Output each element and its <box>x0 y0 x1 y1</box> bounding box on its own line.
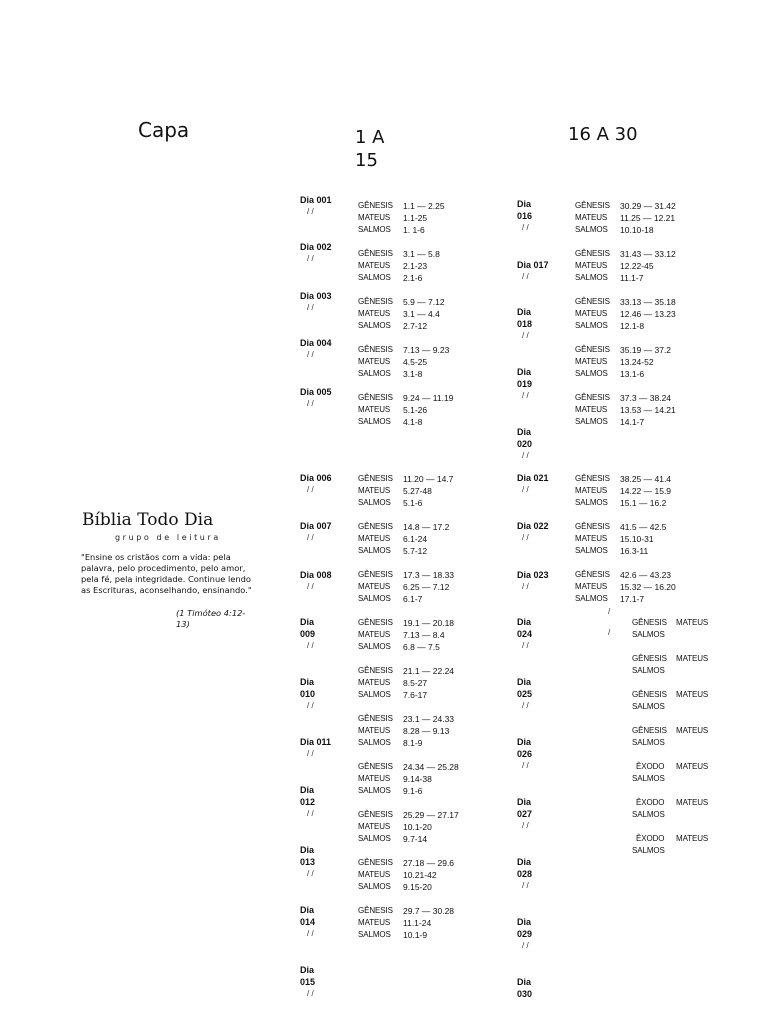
chapter-range: 12.46 — 13.23 <box>620 309 676 319</box>
date-slash: / / <box>307 701 314 710</box>
book-name: SALMOS <box>358 321 391 330</box>
day-label: Dia 014 <box>300 905 316 927</box>
chapter-range: 5.1-26 <box>403 405 428 415</box>
chapter-range: 16.3-11 <box>620 546 649 556</box>
book-name: GÊNESIS <box>575 393 610 402</box>
book-name: MATEUS <box>358 213 391 222</box>
book-name: SALMOS <box>632 774 665 783</box>
book-name: SALMOS <box>575 321 608 330</box>
book-name: ÊXODO <box>636 834 665 843</box>
chapter-range: 3.1-8 <box>403 369 423 379</box>
book-name: GÊNESIS <box>358 906 393 915</box>
chapter-range: 5.1-6 <box>403 498 423 508</box>
chapter-range: 41.5 — 42.5 <box>620 522 667 532</box>
date-slash: / / <box>522 881 529 890</box>
date-slash: / / <box>522 451 529 460</box>
day-label: Dia 002 <box>300 242 332 252</box>
book-name: GÊNESIS <box>358 297 393 306</box>
chapter-range: 9.7-14 <box>403 834 428 844</box>
date-slash: / / <box>522 223 529 232</box>
date-slash: / / <box>522 533 529 542</box>
chapter-range: 23.1 — 24.33 <box>403 714 455 724</box>
date-slash: / / <box>307 809 314 818</box>
chapter-range: 11.25 — 12.21 <box>620 213 676 223</box>
book-name: GÊNESIS <box>358 474 393 483</box>
chapter-range: 12.1-8 <box>620 321 645 331</box>
date-slash: / / <box>522 391 529 400</box>
chapter-range: 35.19 — 37.2 <box>620 345 672 355</box>
date-slash: / / <box>307 350 314 359</box>
chapter-range: 15.1 — 16.2 <box>620 498 667 508</box>
chapter-range: 13.24-52 <box>620 357 654 367</box>
date-slash: / / <box>522 701 529 710</box>
book-name: GÊNESIS <box>575 297 610 306</box>
book-name: SALMOS <box>632 810 665 819</box>
chapter-range: 15.32 — 16.20 <box>620 582 676 592</box>
chapter-range: 11.1-24 <box>403 918 432 928</box>
chapter-range: 1. 1-6 <box>403 225 425 235</box>
book-name: MATEUS <box>358 918 391 927</box>
chapter-range: 3.1 — 4.4 <box>403 309 440 319</box>
day-label: Dia 017 <box>517 260 549 270</box>
book-name: GÊNESIS <box>358 522 393 531</box>
book-name: SALMOS <box>575 594 608 603</box>
date-slash: / / <box>307 641 314 650</box>
book-name: MATEUS <box>358 405 391 414</box>
day-label: Dia 015 <box>300 965 316 987</box>
book-name: GÊNESIS <box>575 474 610 483</box>
book-name: MATEUS <box>676 834 709 843</box>
day-label: Dia 004 <box>300 338 332 348</box>
chapter-range: 8.28 — 9.13 <box>403 726 450 736</box>
brand-subtitle: grupo de leitura <box>115 533 221 542</box>
book-name: MATEUS <box>575 309 608 318</box>
date-slash: / / <box>307 254 314 263</box>
chapter-range: 14.8 — 17.2 <box>403 522 450 532</box>
chapter-range: 10.21-42 <box>403 870 437 880</box>
chapter-range: 6.25 — 7.12 <box>403 582 450 592</box>
date-slash: / / <box>307 207 314 216</box>
date-slash: / / <box>307 399 314 408</box>
book-name: GÊNESIS <box>358 345 393 354</box>
day-label: Dia 021 <box>517 473 549 483</box>
chapter-range: 17.3 — 18.33 <box>403 570 455 580</box>
chapter-range: 10.1-20 <box>403 822 432 832</box>
chapter-range: 42.6 — 43.23 <box>620 570 672 580</box>
date-slash: / / <box>307 749 314 758</box>
book-name: SALMOS <box>358 273 391 282</box>
chapter-range: 5.7-12 <box>403 546 428 556</box>
book-name: GÊNESIS <box>358 249 393 258</box>
chapter-range: 30.29 — 31.42 <box>620 201 676 211</box>
book-name: GÊNESIS <box>358 570 393 579</box>
book-name: MATEUS <box>358 486 391 495</box>
book-name: GÊNESIS <box>358 858 393 867</box>
chapter-range: 14.22 — 15.9 <box>620 486 672 496</box>
book-name: MATEUS <box>358 630 391 639</box>
day-label: Dia 008 <box>300 570 332 580</box>
chapter-range: 6.1-7 <box>403 594 423 604</box>
chapter-range: 5.27-48 <box>403 486 432 496</box>
chapter-range: 7.13 — 8.4 <box>403 630 445 640</box>
book-name: SALMOS <box>358 498 391 507</box>
day-label: Dia 026 <box>517 737 533 759</box>
book-name: SALMOS <box>358 369 391 378</box>
day-label: Dia 022 <box>517 521 549 531</box>
book-name: GÊNESIS <box>632 726 667 735</box>
chapter-range: 2.1-6 <box>403 273 423 283</box>
book-name: MATEUS <box>358 534 391 543</box>
date-slash: / / <box>522 272 529 281</box>
day-label: Dia 009 <box>300 617 316 639</box>
cover-heading: Capa <box>138 118 190 142</box>
day-label: Dia 023 <box>517 570 549 580</box>
book-name: MATEUS <box>676 726 709 735</box>
day-label: Dia 010 <box>300 677 316 699</box>
day-label: Dia 018 <box>517 307 533 329</box>
chapter-range: 5.9 — 7.12 <box>403 297 445 307</box>
book-name: GÊNESIS <box>358 714 393 723</box>
book-name: GÊNESIS <box>358 618 393 627</box>
book-name: MATEUS <box>358 678 391 687</box>
book-name: MATEUS <box>358 261 391 270</box>
book-name: SALMOS <box>575 225 608 234</box>
chapter-range: 9.24 — 11.19 <box>403 393 454 403</box>
day-label: Dia 027 <box>517 797 533 819</box>
book-name: SALMOS <box>358 417 391 426</box>
book-name: GÊNESIS <box>358 666 393 675</box>
book-name: MATEUS <box>676 618 709 627</box>
book-name: SALMOS <box>575 273 608 282</box>
day-label: Dia 007 <box>300 521 332 531</box>
date-slash: / <box>608 628 611 637</box>
book-name: MATEUS <box>358 774 391 783</box>
chapter-range: 33.13 — 35.18 <box>620 297 676 307</box>
chapter-range: 9.14-38 <box>403 774 432 784</box>
book-name: GÊNESIS <box>575 345 610 354</box>
chapter-range: 7.6-17 <box>403 690 428 700</box>
day-label: Dia 019 <box>517 367 533 389</box>
book-name: SALMOS <box>358 834 391 843</box>
book-name: SALMOS <box>358 690 391 699</box>
day-label: Dia 013 <box>300 845 316 867</box>
chapter-range: 6.8 — 7.5 <box>403 642 440 652</box>
date-slash: / / <box>522 641 529 650</box>
book-name: MATEUS <box>575 261 608 270</box>
chapter-range: 9.1-6 <box>403 786 423 796</box>
chapter-range: 11.20 — 14.7 <box>403 474 454 484</box>
book-name: GÊNESIS <box>632 654 667 663</box>
date-slash: / / <box>522 331 529 340</box>
chapter-range: 1.1 — 2.25 <box>403 201 445 211</box>
date-slash: / / <box>522 582 529 591</box>
chapter-range: 1.1-25 <box>403 213 428 223</box>
book-name: MATEUS <box>358 357 391 366</box>
book-name: ÊXODO <box>636 798 665 807</box>
book-name: SALMOS <box>358 225 391 234</box>
book-name: SALMOS <box>358 642 391 651</box>
day-label: Dia 001 <box>300 195 332 205</box>
day-label: Dia 020 <box>517 427 533 449</box>
date-slash: / / <box>307 929 314 938</box>
day-label: Dia 024 <box>517 617 533 639</box>
book-name: MATEUS <box>575 405 608 414</box>
book-name: SALMOS <box>632 846 665 855</box>
chapter-range: 24.34 — 25.28 <box>403 762 459 772</box>
day-label: Dia 012 <box>300 785 316 807</box>
date-slash: / / <box>522 821 529 830</box>
chapter-range: 38.25 — 41.4 <box>620 474 672 484</box>
book-name: MATEUS <box>676 762 709 771</box>
book-name: GÊNESIS <box>632 618 667 627</box>
chapter-range: 12.22-45 <box>620 261 654 271</box>
chapter-range: 27.18 — 29.6 <box>403 858 455 868</box>
book-name: GÊNESIS <box>358 810 393 819</box>
chapter-range: 15.10-31 <box>620 534 654 544</box>
chapter-range: 10.1-9 <box>403 930 428 940</box>
book-name: GÊNESIS <box>358 762 393 771</box>
brand-quote: "Ensine os cristãos com a vida: pela palavra, pelo procedimento, pelo amor, pela fé, pela integridade. Continue lendo as Escrituras, aconselhando, ensinando." <box>81 552 252 595</box>
book-name: SALMOS <box>632 702 665 711</box>
day-label: Dia 005 <box>300 387 332 397</box>
date-slash: / / <box>522 941 529 950</box>
chapter-range: 37.3 — 38.24 <box>620 393 672 403</box>
chapter-range: 11.1-7 <box>620 273 644 283</box>
book-name: SALMOS <box>358 738 391 747</box>
chapter-range: 10.10-18 <box>620 225 654 235</box>
date-slash: / / <box>307 989 314 998</box>
chapter-range: 6.1-24 <box>403 534 428 544</box>
book-name: SALMOS <box>358 882 391 891</box>
book-name: SALMOS <box>358 594 391 603</box>
chapter-range: 7.13 — 9.23 <box>403 345 450 355</box>
chapter-range: 8.1-9 <box>403 738 423 748</box>
book-name: SALMOS <box>575 498 608 507</box>
chapter-range: 17.1-7 <box>620 594 645 604</box>
column-heading-1-15: 1 A 15 <box>355 127 385 171</box>
book-name: MATEUS <box>358 309 391 318</box>
book-name: SALMOS <box>632 666 665 675</box>
quote-citation: (1 Timóteo 4:12-13) <box>176 608 246 629</box>
date-slash: / / <box>307 533 314 542</box>
book-name: SALMOS <box>575 546 608 555</box>
column-heading-16-30: 16 A 30 <box>568 124 638 145</box>
day-label: Dia 028 <box>517 857 533 879</box>
book-name: MATEUS <box>676 654 709 663</box>
book-name: MATEUS <box>575 534 608 543</box>
chapter-range: 4.5-25 <box>403 357 428 367</box>
book-name: SALMOS <box>358 546 391 555</box>
book-name: SALMOS <box>358 930 391 939</box>
book-name: MATEUS <box>575 582 608 591</box>
day-label: Dia 003 <box>300 291 332 301</box>
chapter-range: 2.1-23 <box>403 261 428 271</box>
book-name: MATEUS <box>358 870 391 879</box>
book-name: MATEUS <box>358 822 391 831</box>
date-slash: / <box>608 607 611 616</box>
book-name: ÊXODO <box>636 762 665 771</box>
chapter-range: 13.53 — 14.21 <box>620 405 676 415</box>
book-name: SALMOS <box>632 630 665 639</box>
date-slash: / / <box>522 761 529 770</box>
date-slash: / / <box>307 582 314 591</box>
book-name: GÊNESIS <box>358 201 393 210</box>
chapter-range: 13.1-6 <box>620 369 645 379</box>
day-label: Dia 016 <box>517 199 533 221</box>
day-label: Dia 030 <box>517 977 533 999</box>
book-name: MATEUS <box>358 582 391 591</box>
chapter-range: 9.15-20 <box>403 882 432 892</box>
date-slash: / / <box>307 869 314 878</box>
date-slash: / / <box>522 485 529 494</box>
date-slash: / / <box>307 303 314 312</box>
chapter-range: 25.29 — 27.17 <box>403 810 459 820</box>
book-name: MATEUS <box>358 726 391 735</box>
chapter-range: 21.1 — 22.24 <box>403 666 455 676</box>
chapter-range: 3.1 — 5.8 <box>403 249 440 259</box>
day-label: Dia 011 <box>300 737 332 747</box>
book-name: SALMOS <box>358 786 391 795</box>
book-name: GÊNESIS <box>358 393 393 402</box>
brand-title: Bíblia Todo Dia <box>82 510 214 530</box>
book-name: MATEUS <box>676 798 709 807</box>
day-label: Dia 025 <box>517 677 533 699</box>
date-slash: / / <box>307 485 314 494</box>
chapter-range: 19.1 — 20.18 <box>403 618 455 628</box>
book-name: GÊNESIS <box>575 570 610 579</box>
book-name: GÊNESIS <box>632 690 667 699</box>
book-name: GÊNESIS <box>575 249 610 258</box>
chapter-range: 2.7-12 <box>403 321 428 331</box>
day-label: Dia 006 <box>300 473 332 483</box>
chapter-range: 29.7 — 30.28 <box>403 906 455 916</box>
book-name: GÊNESIS <box>575 201 610 210</box>
book-name: SALMOS <box>575 369 608 378</box>
chapter-range: 31.43 — 33.12 <box>620 249 676 259</box>
book-name: MATEUS <box>676 690 709 699</box>
chapter-range: 14.1-7 <box>620 417 645 427</box>
book-name: SALMOS <box>632 738 665 747</box>
book-name: MATEUS <box>575 357 608 366</box>
chapter-range: 4.1-8 <box>403 417 423 427</box>
book-name: MATEUS <box>575 213 608 222</box>
book-name: GÊNESIS <box>575 522 610 531</box>
book-name: MATEUS <box>575 486 608 495</box>
day-label: Dia 029 <box>517 917 533 939</box>
chapter-range: 8.5-27 <box>403 678 428 688</box>
book-name: SALMOS <box>575 417 608 426</box>
